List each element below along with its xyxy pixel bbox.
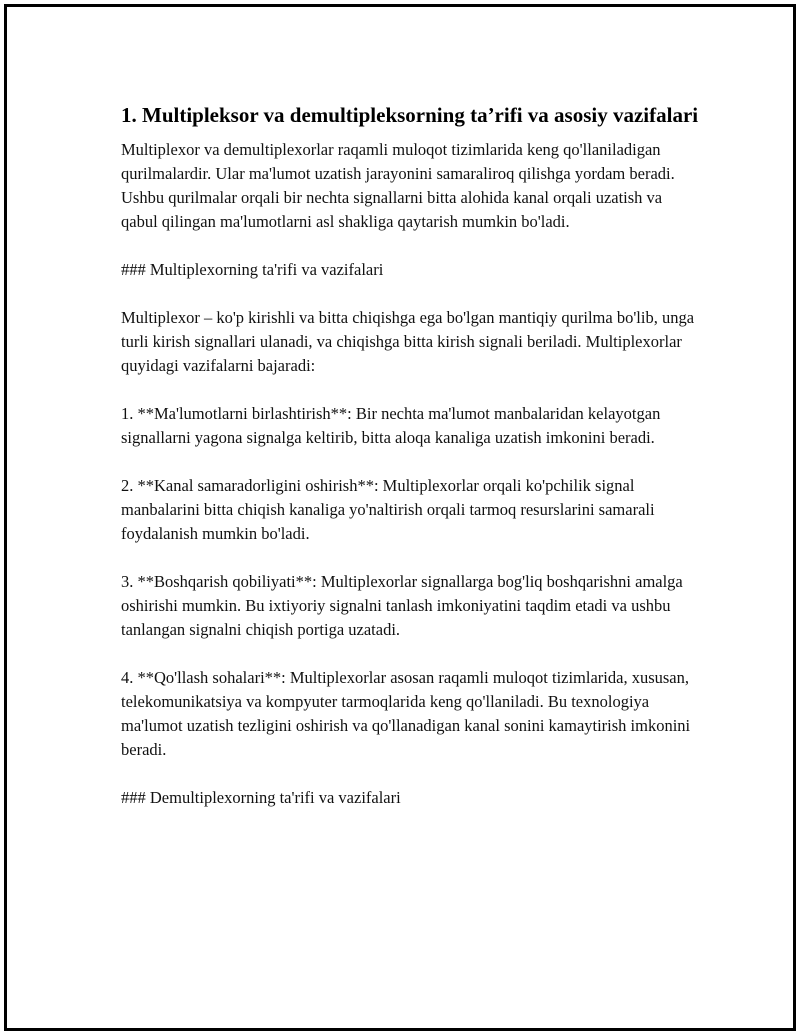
intro-paragraph: Multiplexor va demultiplexorlar raqamli muloqot tizimlarida keng qo'llaniladigan qurilmalardir. Ular ma'lumot uzatish jarayonini samaraliroq qilishga yordam beradi. Ushbu qurilmalar orqali bir nechta signallarni bitta alohida kanal orqali uzatish va qabul qilingan ma'lumotlarni asl shakliga qaytarish mumkin bo'ladi. <box>121 140 675 231</box>
section-heading-multiplexor: ### Multiplexorning ta'rifi va vazifalari <box>121 260 384 279</box>
multiplexor-definition-paragraph: Multiplexor – ko'p kirishli va bitta chiqishga ega bo'lgan mantiqiy qurilma bo'lib, unga turli kirish signallari ulanadi, va chiqishga bitta kirish signali beriladi. Multiplexorlar quyidagi vazifalarni bajaradi: <box>121 308 695 375</box>
document-title: 1. Multipleksor va demultipleksorning ta’rifi va asosiy vazifalari <box>121 103 699 127</box>
document-body <box>121 101 701 834</box>
list-item-4: 4. **Qo'llash sohalari**: Multiplexorlar asosan raqamli muloqot tizimlarida, xususan, telekomunikatsiya va kompyuter tarmoqlarida keng qo'llaniladi. Bu texnologiya ma'lumot uzatish tezligini oshirish va qo'llanadigan kanal sonini kamaytirish imkonini beradi. <box>121 668 691 759</box>
section-heading-demultiplexor: ### Demultiplexorning ta'rifi va vazifalari <box>121 788 401 807</box>
list-item-2: 2. **Kanal samaradorligini oshirish**: Multiplexorlar orqali ko'pchilik signal manbalarini bitta chiqish kanaliga yo'naltirish orqali tarmoq resurslarini samarali foydalanish mumkin bo'ladi. <box>121 476 655 543</box>
page-frame <box>4 4 796 1031</box>
list-item-1: 1. **Ma'lumotlarni birlashtirish**: Bir nechta ma'lumot manbalaridan kelayotgan signallarni yagona signalga keltirib, bitta aloqa kanaliga uzatish imkonini beradi. <box>121 404 661 447</box>
list-item-3: 3. **Boshqarish qobiliyati**: Multiplexorlar signallarga bog'liq boshqarishni amalga oshirishi mumkin. Bu ixtiyoriy signalni tanlash imkoniyatini taqdim etadi va ushbu tanlangan signalni chiqish portiga uzatadi. <box>121 572 683 639</box>
